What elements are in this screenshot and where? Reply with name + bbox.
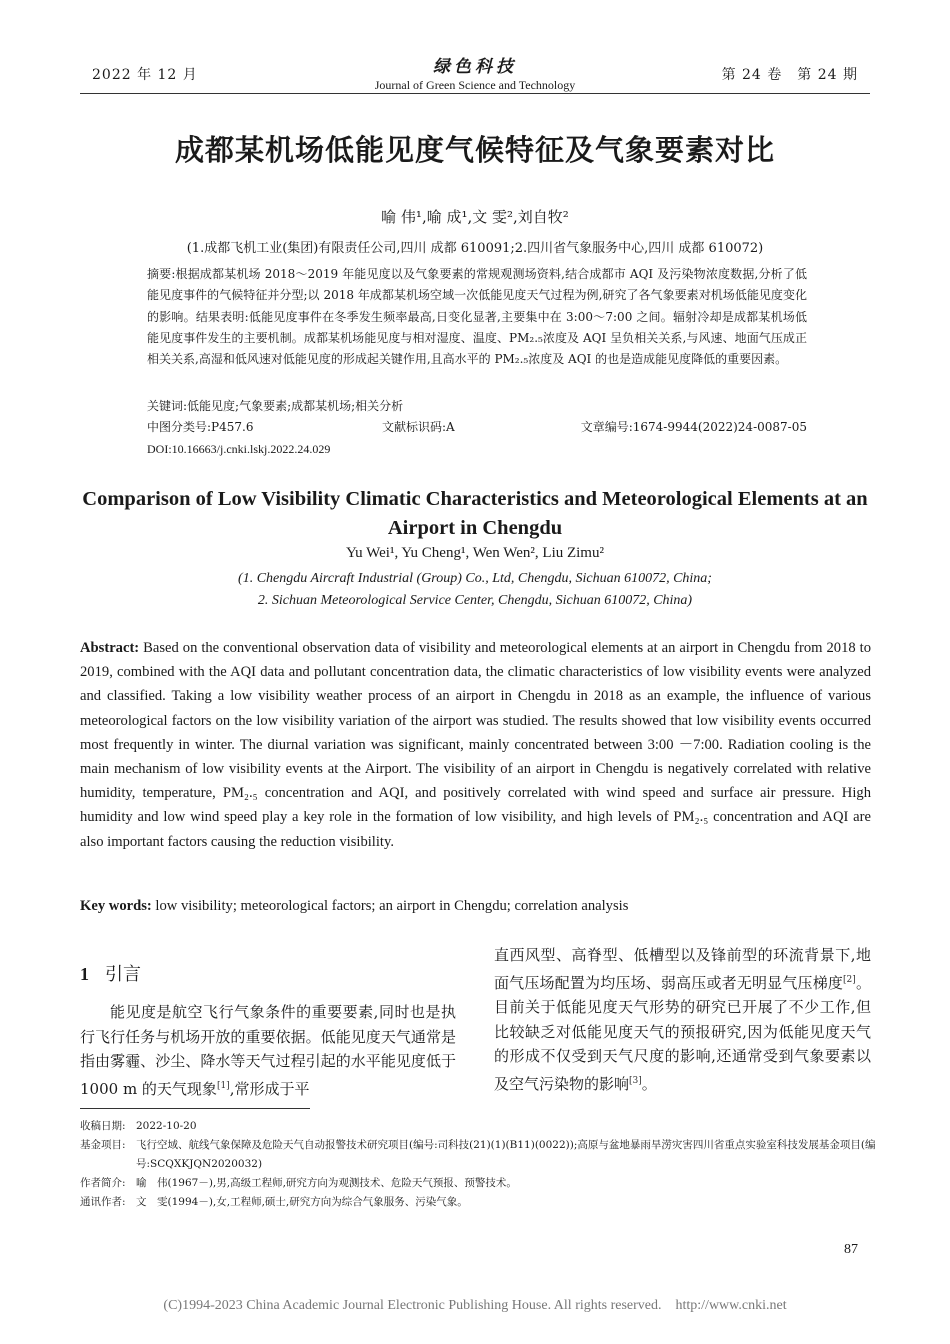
copyright-notice [0, 1298, 950, 1314]
affiliations-english [0, 568, 950, 612]
footnote-corresponding [80, 1193, 880, 1212]
cnki-link[interactable]: http://www.cnki.net [675, 1298, 787, 1313]
keywords-text: low visibility; meteorological factors; an airport in Chengdu; correlation analysis [155, 898, 629, 914]
copyright-text: (C)1994-2023 China Academic Journal Electronic Publishing House. All rights reserved. [163, 1298, 662, 1313]
footnote-text: 2022-10-20 [136, 1120, 197, 1132]
section-number: 1 [80, 964, 89, 984]
article-number: 文章编号:1674-9944(2022)24-0087-05 [580, 420, 807, 434]
section-heading [80, 960, 141, 986]
citation-link[interactable]: [2] [843, 974, 856, 985]
abstract-text: Based on the conventional observation data of visibility and meteorological elements at an airport in Chengdu from 2018 to 2019, combined with the AQI data and pollutant concentration data, the climatic characteristics of low visibility events were analyzed and classified. Taking a low visibility weather process of an airport in Chengdu in 2018 as an example, the influence of various meteorological factors on the low visibility variation of the airport was studied. The results showed that low visibility events occurred most frequently in winter. The diurnal variation was significant, mainly concentrated between 3:00 －7:00. Radiation cooling is the main mechanism of low visibility events at the Airport. The visibility of an airport in Chengdu is negatively correlated with relative humidity, temperature, PM₂.₅ concentration and AQI, and positively correlated with wind speed and surface air pressure. High humidity and low wind speed play a key role in the formation of low visibility, and high levels of PM₂.₅ concentration and AQI are also important factors causing the reduction visibility. [80, 640, 871, 850]
footnote-text: 文 雯(1994－),女,工程师,硕士,研究方向为综合气象服务、污染气象。 [136, 1196, 468, 1208]
footnote-rule [80, 1108, 310, 1109]
classification-row [147, 418, 807, 438]
authors-english: Yu Wei¹, Yu Cheng¹, Wen Wen², Liu Zimu² [346, 545, 604, 561]
keywords-chinese: 关键词:低能见度;气象要素;成都某机场;相关分析 [147, 399, 404, 413]
title-chinese: 成都某机场低能见度气候特征及气象要素对比 [174, 133, 775, 167]
keywords-label: Key words: [80, 898, 152, 914]
body-column-right [494, 943, 871, 1096]
citation-link[interactable]: [3] [629, 1075, 642, 1086]
body-column-left [80, 1000, 456, 1101]
section-title: 引言 [105, 964, 141, 985]
header-date: 2022 年 12 月 [92, 67, 198, 83]
affiliation-line-1: (1. Chengdu Aircraft Industrial (Group) Co., Ltd, Chengdu, Sichuan 610072, China; [238, 571, 712, 586]
affiliations-chinese: (1.成都飞机工业(集团)有限责任公司,四川 成都 610091;2.四川省气象服务中心,四川 成都 610072) [186, 241, 764, 256]
footnote-received [80, 1117, 880, 1136]
doi-link[interactable]: DOI:10.16663/j.cnki.lskj.2022.24.029 [147, 442, 331, 456]
keywords-english [80, 898, 871, 915]
header-volume: 第 24 卷 第 24 期 [721, 67, 858, 83]
journal-english-name: Journal of Green Science and Technology [374, 78, 576, 92]
document-code: 文献标识码:A [382, 420, 455, 434]
clc-number: 中图分类号:P457.6 [147, 420, 254, 434]
footnote-label: 收稿日期: [80, 1120, 126, 1132]
affiliation-line-2: 2. Sichuan Meteorological Service Center, Chengdu, Sichuan 610072, China) [257, 593, 693, 608]
journal-logo: 绿色科技 [433, 57, 517, 77]
footnote-author [80, 1174, 880, 1193]
abstract-english [80, 636, 871, 854]
intro-paragraph: 能见度是航空飞行气象条件的重要要素,同时也是执行飞行任务与机场开放的重要依据。低能见度天气通常是指由雾霾、沙尘、降水等天气过程引起的水平能见度低于 1000 m 的天气现象 [80, 1003, 456, 1098]
citation-link[interactable]: [1] [216, 1080, 230, 1091]
header-rule [80, 93, 870, 94]
footnote-text: 喻 伟(1967－),男,高级工程师,研究方向为观测技术、危险天气预报、预警技术。 [136, 1177, 517, 1189]
title-english: Comparison of Low Visibility Climatic Characteristics and Meteorological Elements at an Airport in Chengdu [82, 488, 868, 539]
footnote-fund [80, 1136, 880, 1174]
intro-paragraph-cont-a: 直西风型、高脊型、低槽型以及锋前型的环流背景下,地面气压场配置为均压场、弱高压或者无明显气压梯度 [494, 946, 871, 992]
footnote-label: 作者简介: [80, 1177, 126, 1189]
footnote-label: 基金项目: [80, 1139, 126, 1151]
intro-paragraph-tail: ,常形成于平 [229, 1079, 310, 1098]
footnote-text: 飞行空域、航线气象保障及危险天气自动报警技术研究项目(编号:司科技(21)(1)(B11)(0022));高原与盆地暴雨旱涝灾害四川省重点实验室科技发展基金项目(编号:SCQXKJQN2020032) [136, 1139, 876, 1170]
abstract-label: Abstract: [80, 640, 140, 656]
intro-paragraph-cont-c: 。 [641, 1074, 657, 1093]
page-number: 87 [844, 1242, 858, 1257]
authors-chinese: 喻 伟¹,喻 成¹,文 雯²,刘自牧² [381, 208, 569, 226]
footnotes [80, 1117, 880, 1212]
intro-paragraph-cont-b: 。目前关于低能见度天气形势的研究已开展了不少工作,但比较缺乏对低能见度天气的预报研究,因为低能见度天气的形成不仅受到天气尺度的影响,还通常受到气象要素以及空气污染物的影响 [494, 973, 871, 1093]
footnote-label: 通讯作者: [80, 1196, 126, 1208]
abstract-chinese: 摘要:根据成都某机场 2018～2019 年能见度以及气象要素的常规观测场资料,结合成都市 AQI 及污染物浓度数据,分析了低能见度事件的气候特征并分型;以 2018 年成都某机场空域一次低能见度天气过程为例,研究了各气象要素对机场低能见度变化的影响。结果表明:低能见度事件在冬季发生频率最高,日变化显著,主要集中在 3:00～7:00 之间。辐射冷却是成都某机场低能见度事件发生的主要机制。成都某机场能见度与相对湿度、温度、PM₂.₅浓度及 AQI 呈负相关关系,与风速、地面气压成正相关关系,高湿和低风速对低能见度的形成起关键作用,且高水平的 PM₂.₅浓度及 AQI 的也是造成能见度降低的重要因素。 [147, 267, 807, 367]
